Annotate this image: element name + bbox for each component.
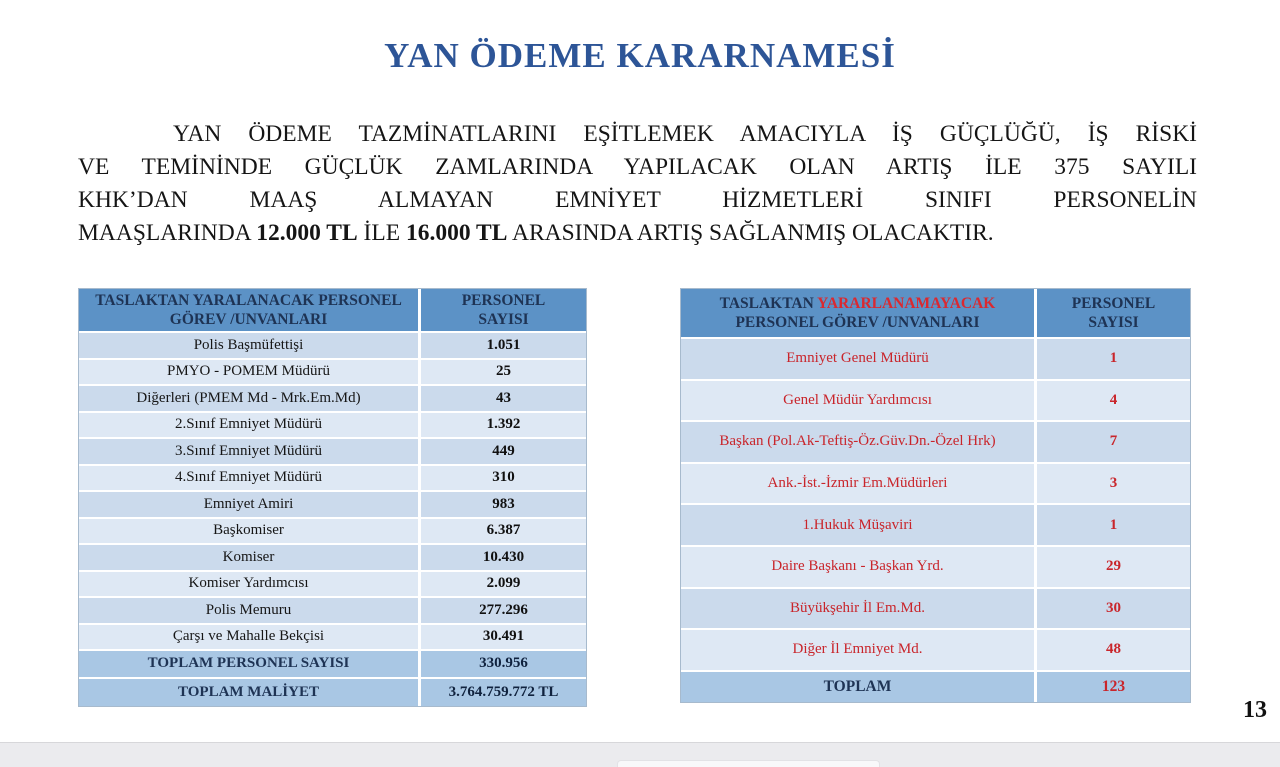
cell-label: Komiser Yardımcısı — [79, 572, 421, 597]
page-number: 13 — [1243, 697, 1267, 723]
cell-label: Çarşı ve Mahalle Bekçisi — [79, 625, 421, 650]
cell-value: 25 — [496, 363, 511, 380]
cell-label: Genel Müdür Yardımcısı — [681, 381, 1037, 421]
header-line — [720, 294, 996, 313]
table-row — [681, 547, 1190, 589]
paragraph-line: YAN ÖDEME TAZMİNATLARINI EŞİTLEMEK AMACIYLA İŞ GÜÇLÜĞÜ, İŞ RİSKİ — [173, 121, 1197, 147]
header-line: PERSONEL — [1071, 295, 1156, 312]
cell-value: 2.099 — [486, 575, 521, 592]
table-header-count — [1037, 289, 1190, 337]
cell-label: Polis Memuru — [79, 598, 421, 623]
total-row — [681, 672, 1190, 702]
cell-value: 449 — [492, 442, 515, 459]
cell-label: TOPLAM — [681, 672, 1037, 702]
cell-value: 330.956 — [479, 655, 528, 672]
paragraph-line: KHK’DAN MAAŞ ALMAYAN EMNİYET HİZMETLERİ SINIFI PERSONELİN — [78, 187, 1197, 213]
cell-value: 1 — [1109, 516, 1118, 533]
cell-label: TOPLAM PERSONEL SAYISI — [79, 651, 421, 677]
table-row — [79, 492, 586, 519]
cell-value: 30 — [1106, 599, 1121, 616]
cell-value: 7 — [1109, 433, 1118, 450]
table-row — [681, 589, 1190, 631]
table-row — [79, 386, 586, 413]
paragraph-line — [78, 217, 1197, 250]
table-header-row — [79, 289, 586, 333]
cell-label: Diğer İl Emniyet Md. — [681, 630, 1037, 670]
cell-value: 3.764.759.772 TL — [448, 683, 559, 700]
table-row — [681, 422, 1190, 464]
header-red-text: YARARLANAMAYACAK — [817, 295, 996, 312]
paragraph-text: MAAŞLARINDA — [78, 220, 257, 246]
table-row — [79, 625, 586, 652]
cell-label: Daire Başkanı - Başkan Yrd. — [681, 547, 1037, 587]
table-row — [79, 333, 586, 360]
header-line: PERSONEL GÖREV /UNVANLARI — [735, 314, 980, 331]
header-line: SAYISI — [478, 311, 529, 328]
viewer-bottom-bar — [0, 742, 1280, 767]
cell-value: 123 — [1101, 677, 1126, 695]
cell-value: 1.051 — [486, 336, 521, 353]
cell-value: 1.392 — [486, 416, 521, 433]
page-title: YAN ÖDEME KARARNAMESİ — [384, 36, 896, 75]
cell-value: 4 — [1109, 391, 1118, 408]
cell-label: TOPLAM MALİYET — [79, 679, 421, 707]
paragraph-line: VE TEMİNİNDE GÜÇLÜK ZAMLARINDA YAPILACAK OLAN ARTIŞ İLE 375 SAYILI — [78, 154, 1197, 180]
cell-label: Polis Başmüfettişi — [79, 333, 421, 358]
amount-high: 16.000 TL — [405, 220, 508, 246]
cell-value: 310 — [492, 469, 515, 486]
table-row — [79, 519, 586, 546]
cell-label: Başkan (Pol.Ak-Teftiş-Öz.Güv.Dn.-Özel Hrk) — [681, 422, 1037, 462]
cell-label: Diğerleri (PMEM Md - Mrk.Em.Md) — [79, 386, 421, 411]
non-benefiting-personnel-table — [680, 288, 1191, 703]
cell-label: PMYO - POMEM Müdürü — [79, 360, 421, 385]
cell-label: 3.Sınıf Emniyet Müdürü — [79, 439, 421, 464]
cell-label: 1.Hukuk Müşaviri — [681, 505, 1037, 545]
amount-low: 12.000 TL — [256, 220, 358, 246]
table-row — [681, 630, 1190, 672]
header-line: GÖREV /UNVANLARI — [169, 311, 328, 328]
cell-value: 30.491 — [482, 628, 525, 645]
table-header-row — [681, 289, 1190, 339]
header-line: TASLAKTAN YARALANACAK PERSONEL — [95, 292, 402, 309]
table-row — [79, 439, 586, 466]
cell-label: Ank.-İst.-İzmir Em.Müdürleri — [681, 464, 1037, 504]
cell-value: 48 — [1106, 641, 1121, 658]
header-line: PERSONEL — [461, 292, 546, 309]
table-row — [681, 381, 1190, 423]
table-row — [681, 464, 1190, 506]
viewer-toolbar-handle[interactable] — [617, 760, 880, 767]
table-row — [79, 466, 586, 493]
header-line: SAYISI — [1088, 314, 1139, 331]
cell-value: 29 — [1106, 558, 1121, 575]
cell-value: 3 — [1109, 475, 1118, 492]
intro-paragraph — [78, 118, 1197, 250]
cell-label: 4.Sınıf Emniyet Müdürü — [79, 466, 421, 491]
cell-value: 10.430 — [482, 548, 525, 565]
table-row — [79, 360, 586, 387]
table-row — [79, 572, 586, 599]
table-header-count — [421, 289, 586, 331]
paragraph-text: ARASINDA ARTIŞ SAĞLANMIŞ OLACAKTIR. — [507, 220, 994, 246]
cell-label: Başkomiser — [79, 519, 421, 544]
total-row-cost — [79, 679, 586, 707]
cell-label: 2.Sınıf Emniyet Müdürü — [79, 413, 421, 438]
cell-label: Emniyet Amiri — [79, 492, 421, 517]
cell-label: Büyükşehir İl Em.Md. — [681, 589, 1037, 629]
table-row — [681, 339, 1190, 381]
header-text: TASLAKTAN — [719, 295, 818, 312]
table-header-titles — [681, 289, 1037, 337]
cell-label: Emniyet Genel Müdürü — [681, 339, 1037, 379]
total-row-personnel — [79, 651, 586, 679]
benefiting-personnel-table — [78, 288, 587, 707]
cell-label: Komiser — [79, 545, 421, 570]
table-row — [681, 505, 1190, 547]
cell-value: 1 — [1109, 350, 1118, 367]
table-row — [79, 413, 586, 440]
table-row — [79, 598, 586, 625]
cell-value: 43 — [496, 389, 511, 406]
cell-value: 277.296 — [479, 601, 528, 618]
paragraph-text: İLE — [357, 220, 406, 246]
table-header-titles — [79, 289, 421, 331]
table-row — [79, 545, 586, 572]
cell-value: 983 — [492, 495, 515, 512]
cell-value: 6.387 — [486, 522, 521, 539]
